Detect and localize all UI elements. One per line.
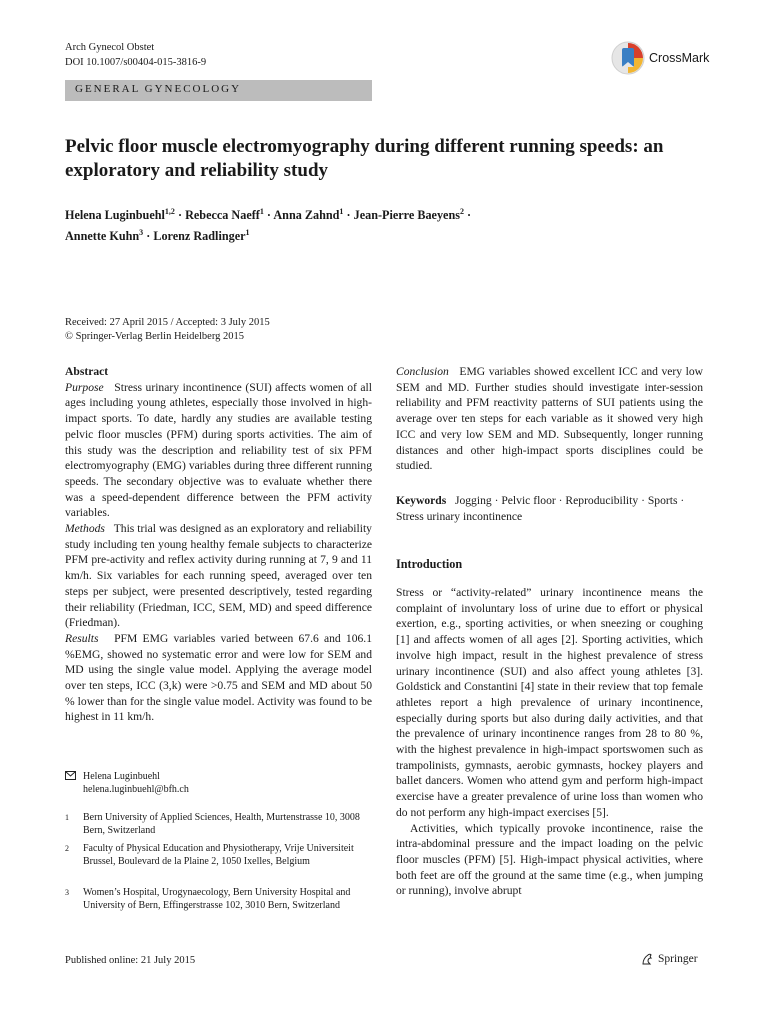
author-name[interactable]: Jean-Pierre Baeyens — [353, 208, 460, 223]
contact-email[interactable]: helena.luginbuehl@bfh.ch — [83, 784, 189, 795]
journal-header — [65, 40, 206, 70]
abstract — [65, 364, 372, 725]
section-label: GENERAL GYNECOLOGY — [75, 83, 242, 95]
affiliation-number: 3 — [65, 888, 69, 897]
keywords-label: Keywords — [396, 494, 447, 507]
journal-name: Arch Gynecol Obstet — [65, 42, 155, 53]
author-affil-sup: 1 — [339, 207, 344, 216]
author-name[interactable]: Annette Kuhn — [65, 229, 140, 244]
abstract-methods — [65, 521, 372, 631]
published-online: Published online: 21 July 2015 — [65, 955, 196, 966]
article-dates — [65, 316, 270, 344]
affiliation-3 — [65, 886, 372, 926]
affiliation-1 — [65, 811, 372, 841]
affiliation-number: 1 — [65, 813, 69, 822]
crossmark-icon — [611, 41, 645, 75]
abstract-purpose — [65, 380, 372, 521]
doi[interactable]: DOI 10.1007/s00404-015-3816-9 — [65, 57, 207, 68]
author-list: Helena Luginbuehl$^{1,2}$ · Rebecca Naeff$^1$ · Anna Zahnd$^1$ · Jean-Pierre Baeyens$^2$ · Annette Kuhn$^3$ · Lorenz Radlinger$^1$ — [65, 207, 472, 244]
author-affil-sup: 1,2 — [164, 207, 175, 216]
crossmark-label: CrossMark — [649, 51, 710, 65]
publisher-logo — [640, 952, 698, 966]
author-name[interactable]: Anna Zahnd — [273, 208, 340, 223]
abstract-results — [65, 631, 372, 725]
affiliation-2 — [65, 842, 372, 882]
publisher-name: Springer — [658, 953, 698, 965]
author-name[interactable]: Rebecca Naeff — [185, 208, 260, 223]
keywords — [396, 493, 703, 524]
keywords-text: Jogging · Pelvic floor · Reproducibility · Sports · Stress urinary incontinence — [396, 494, 685, 523]
affiliation-text: Bern University of Applied Sciences, Health, Murtenstrasse 10, 3008 Bern, Switzerland — [83, 812, 360, 836]
section-banner — [65, 80, 372, 101]
purpose-label: Purpose — [65, 380, 104, 394]
envelope-icon — [65, 771, 76, 784]
methods-text: This trial was designed as an exploratory and reliability study including ten young healthy female subjects to characterize PFM pre-activity and reflex activity during running at 7, 9 and 11 km/h. Six variables for each running speed, averaged over ten steps per subject, were presented descriptively, tested regarding their reliability (Friedman, ICC, SEM, MD) and speed difference (Friedman). — [65, 522, 372, 630]
article-title: Pelvic floor muscle electromyography during different running speeds: an exploratory and reliability study — [65, 136, 664, 181]
contact-name: Helena Luginbuehl — [83, 771, 160, 782]
results-text: PFM EMG variables varied between 67.6 and 106.1 %EMG, showed no systematic error and were low for SEM and MD using the single value model. Applying the average model over ten steps, ICC (3,k) were >0.75 and SEM and MD about 50 % lower than for the single value model. Activity was found to be highest in 11 km/h. — [65, 631, 372, 724]
purpose-text: Stress urinary incontinence (SUI) affects women of all ages including young athletes, especially those involved in high-impact sports. To date, hardly any studies are available testing pelvic floor muscles (PFM) during sports activities. The aim of this study was the description and reliability test of six PFM electromyography (EMG) variables during three different running speeds. The secondary objective was to evaluate whether there was a speed-dependent difference between the PFM activity variables. — [65, 380, 372, 520]
crossmark-badge[interactable] — [611, 40, 721, 76]
intro-paragraph-1: Stress or “activity-related” urinary incontinence means the complaint of involuntary loss of urine due to effort or physical exertion, e.g., sporting activities, or when sneezing or coughing [1] and affects women of all ages [2]. Sporting activities, which involve high impact, result in the highest prevalence of stress urinary incontinence (SUI) and also affect young athletes [3]. Goldstick and Constantini [4] state in their review that top female athletes report a high prevalence of urinary incontinence, especially during sports but also during daily activities, and that the prevalence of urinary incontinence ranges from 28 to 80 %, with the highest prevalence in high-impact sportswomen such as trampolinists, gymnasts, aerobic gymnasts, hockey players and ballet dancers. Women who attend gym and perform high-impact exercise have a greater prevalence of urine loss than women who do not perform any high-impact exercises [5]. — [396, 586, 703, 819]
corresponding-author — [65, 770, 372, 796]
intro-paragraph-2: Activities, which typically provoke incontinence, raise the intra-abdominal pressure and the impact loading on the pelvic floor muscles (PFM) [5]. High-impact physical activities, where both feet are off the ground at the same time (e.g., when jumping or running), involve abrupt — [396, 821, 703, 898]
conclusion-label: Conclusion — [396, 365, 449, 378]
author-affil-sup: 2 — [459, 207, 464, 216]
methods-label: Methods — [65, 522, 105, 536]
conclusion-text: EMG variables showed excellent ICC and very low SEM and MD. Further studies should investigate inter-session reliability and PFM reactivity patterns of SUI patients using the average over ten steps for each variable as it showed very high ICC and very low SEM and MD. Subsequently, longer running distances and other high-impact sports disciplines could be studied. — [396, 365, 703, 473]
copyright: © Springer-Verlag Berlin Heidelberg 2015 — [65, 331, 245, 342]
author-affil-sup: 1 — [259, 207, 264, 216]
affiliation-text: Women’s Hospital, Urogynaecology, Bern University Hospital and University of Bern, Effingerstrasse 102, 3010 Bern, Switzerland — [83, 887, 351, 911]
author-affil-sup: 1 — [245, 228, 250, 238]
author-name[interactable]: Lorenz Radlinger — [153, 229, 246, 244]
introduction-body — [396, 585, 703, 899]
author-name[interactable]: Helena Luginbuehl — [65, 208, 165, 223]
author-affil-sup: 3 — [139, 228, 144, 238]
affiliation-number: 2 — [65, 844, 69, 853]
received-date: Received: 27 April 2015 / Accepted: 3 July 2015 — [65, 317, 270, 328]
introduction-heading: Introduction — [396, 557, 463, 571]
abstract-heading: Abstract — [65, 365, 109, 378]
abstract-conclusion — [396, 364, 703, 474]
springer-horse-icon — [640, 952, 654, 966]
results-label: Results — [65, 631, 99, 645]
affiliation-text: Faculty of Physical Education and Physiotherapy, Vrije Universiteit Brussel, Boulevard de la Plaine 2, 1050 Ixelles, Belgium — [83, 843, 354, 867]
